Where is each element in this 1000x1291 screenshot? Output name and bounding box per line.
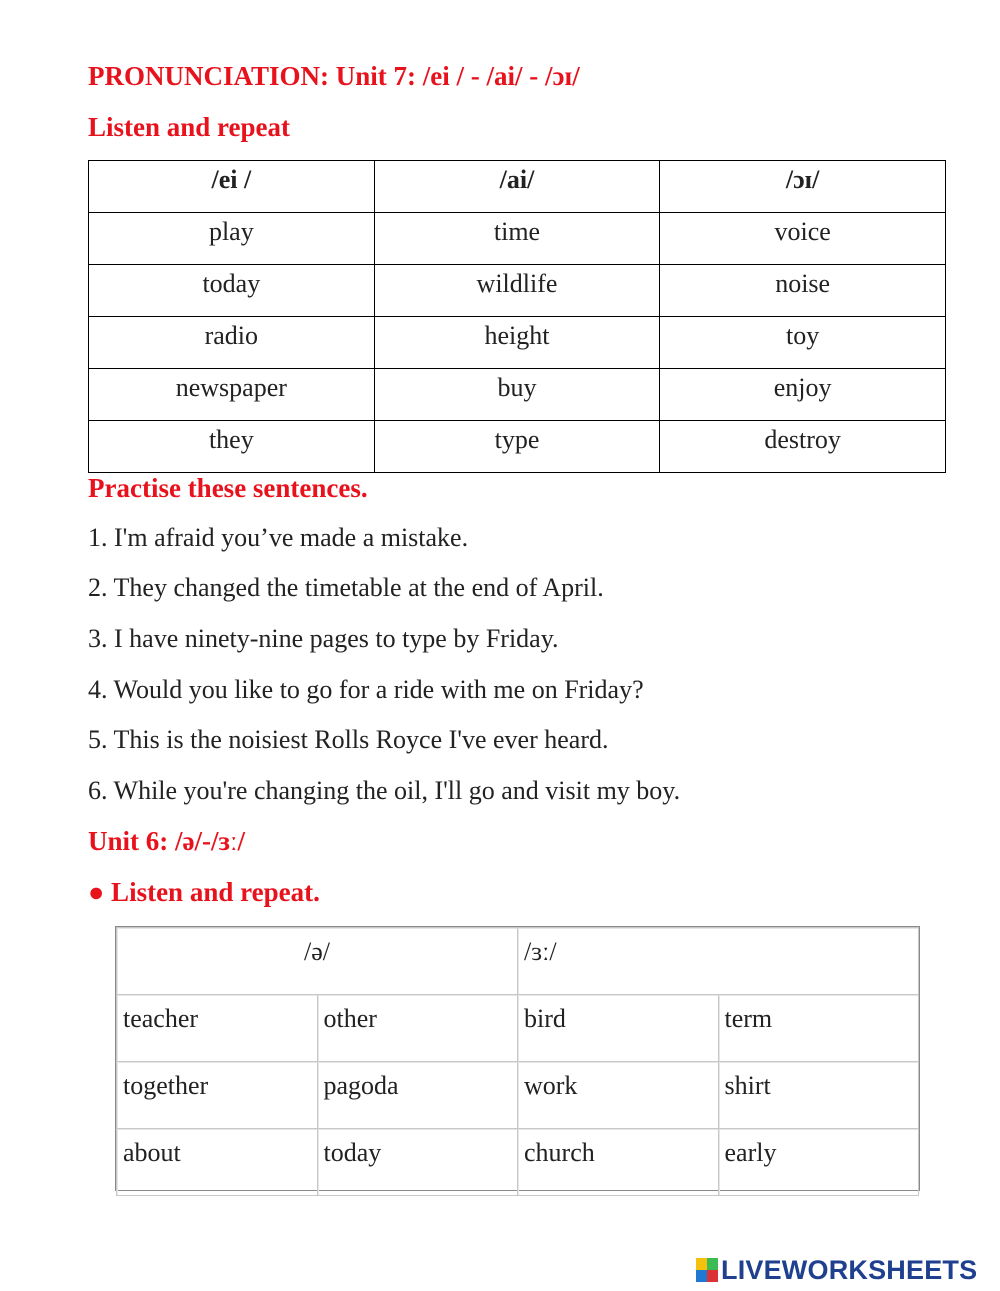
table-header-row	[117, 928, 919, 995]
table-cell: play	[89, 213, 375, 265]
liveworksheets-logo[interactable]	[696, 1255, 977, 1285]
table-cell: early	[718, 1129, 919, 1196]
table-cell: bird	[518, 995, 719, 1062]
sentence-3: 3. I have ninety-nine pages to type by Friday.	[88, 624, 559, 653]
section-heading-practise: Practise these sentences.	[88, 473, 368, 503]
table-header-cell: /ɔɪ/	[660, 161, 946, 213]
table-cell: type	[374, 421, 660, 473]
section-heading-listen-repeat: Listen and repeat	[88, 112, 291, 142]
table-row	[89, 421, 946, 473]
table-row	[117, 995, 919, 1062]
table-cell: wildlife	[374, 265, 660, 317]
unit6-title: Unit 6: /ə/-/ɜː/	[88, 826, 246, 856]
table-cell: today	[317, 1129, 518, 1196]
logo-square-icon	[696, 1270, 707, 1282]
table-cell: newspaper	[89, 369, 375, 421]
table-unit6	[115, 926, 920, 1191]
sentence-5: 5. This is the noisiest Rolls Royce I've ever heard.	[88, 725, 609, 754]
sentence-4: 4. Would you like to go for a ride with me on Friday?	[88, 675, 644, 704]
table-cell: other	[317, 995, 518, 1062]
table-row	[89, 265, 946, 317]
logo-square-icon	[707, 1258, 718, 1270]
table-cell: buy	[374, 369, 660, 421]
table-cell: noise	[660, 265, 946, 317]
table-row	[89, 369, 946, 421]
table-cell: term	[718, 995, 919, 1062]
table-cell: time	[374, 213, 660, 265]
table-row	[117, 1129, 919, 1196]
table-row	[89, 213, 946, 265]
table-cell: shirt	[718, 1062, 919, 1129]
logo-mark-icon	[696, 1258, 718, 1282]
table-unit7	[88, 160, 946, 473]
logo-text: LIVEWORKSHEETS	[721, 1254, 978, 1285]
table-cell: pagoda	[317, 1062, 518, 1129]
table-header-cell: /ai/	[374, 161, 660, 213]
table-header-row	[89, 161, 946, 213]
table-cell: height	[374, 317, 660, 369]
table-header-cell: /ɜː/	[518, 928, 919, 995]
table-row	[117, 1062, 919, 1129]
logo-square-icon	[707, 1270, 718, 1282]
table-cell: today	[89, 265, 375, 317]
table-cell: radio	[89, 317, 375, 369]
table-cell: destroy	[660, 421, 946, 473]
table-cell: voice	[660, 213, 946, 265]
table-row	[89, 317, 946, 369]
table-cell: enjoy	[660, 369, 946, 421]
table-cell: about	[117, 1129, 318, 1196]
logo-square-icon	[696, 1258, 707, 1270]
table-cell: church	[518, 1129, 719, 1196]
table-header-cell: /ei /	[89, 161, 375, 213]
table-cell: together	[117, 1062, 318, 1129]
unit6-heading: ● Listen and repeat.	[88, 877, 320, 907]
table-cell: teacher	[117, 995, 318, 1062]
table-cell: they	[89, 421, 375, 473]
table-cell: toy	[660, 317, 946, 369]
sentence-1: 1. I'm afraid you’ve made a mistake.	[88, 523, 469, 552]
table-header-cell: /ə/	[117, 928, 518, 995]
table-cell: work	[518, 1062, 719, 1129]
sentence-2: 2. They changed the timetable at the end of April.	[88, 573, 604, 602]
sentence-6: 6. While you're changing the oil, I'll go and visit my boy.	[88, 776, 681, 805]
page-title: PRONUNCIATION: Unit 7: /ei / - /ai/ - /ɔɪ/	[88, 61, 580, 91]
